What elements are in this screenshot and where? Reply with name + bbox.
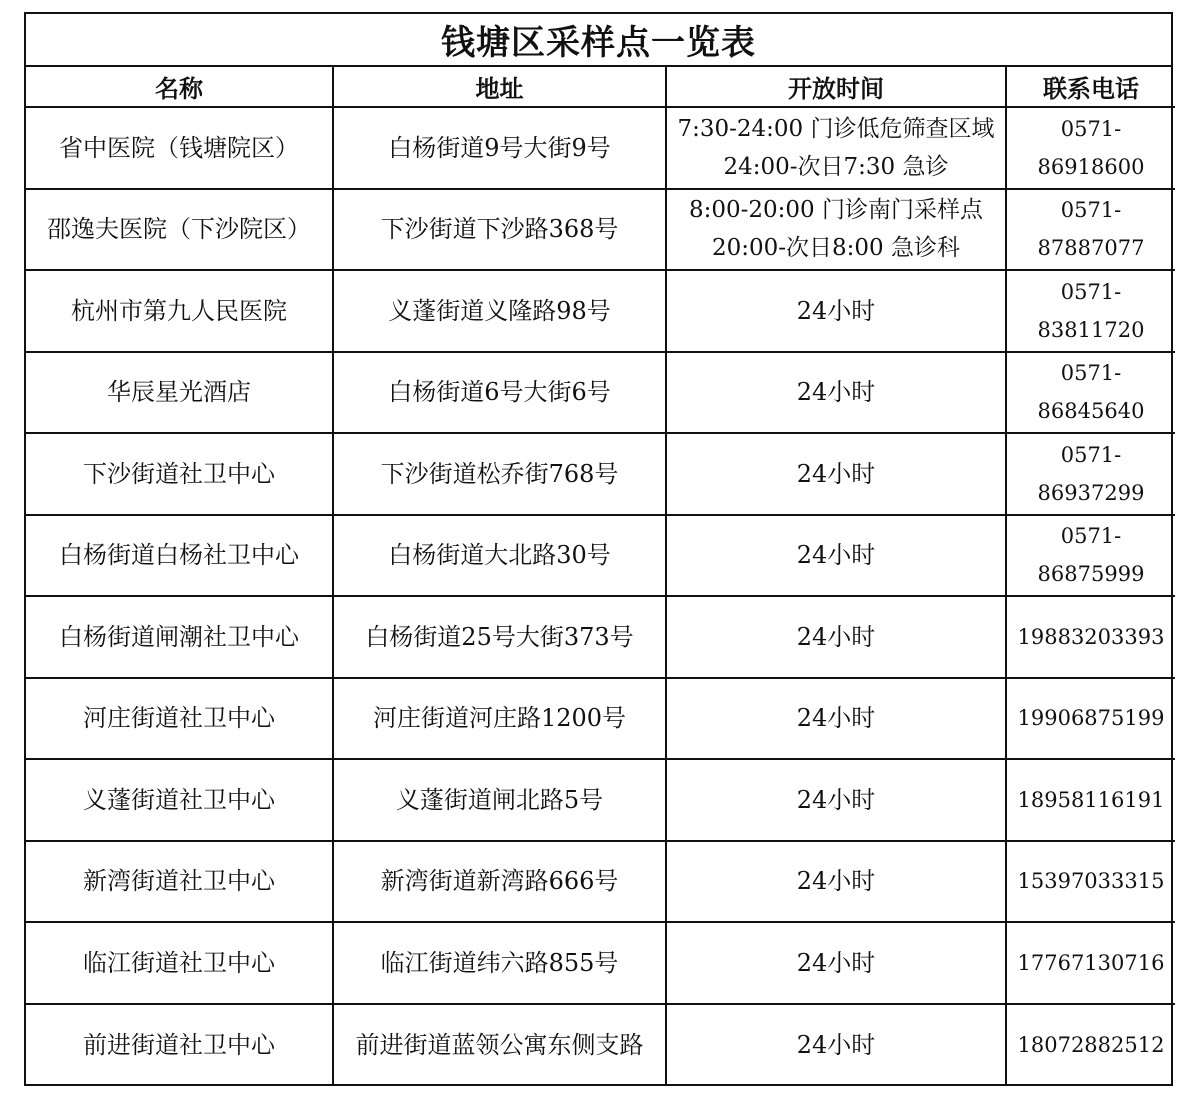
site-phone [1006, 433, 1175, 515]
site-phone: 17767130716 [1006, 922, 1175, 1004]
site-address: 下沙街道下沙路368号 [333, 189, 666, 271]
site-phone-line: 0571- [1060, 116, 1122, 141]
sampling-sites-sheet [24, 12, 1173, 1086]
table-row [26, 433, 1175, 515]
table-row [26, 759, 1175, 841]
table-row [26, 515, 1175, 597]
site-address: 下沙街道松乔街768号 [333, 433, 666, 515]
site-name: 河庄街道社卫中心 [26, 678, 333, 760]
site-phone [1006, 270, 1175, 352]
column-header-address: 地址 [333, 67, 666, 107]
site-address: 义蓬街道义隆路98号 [333, 270, 666, 352]
site-phone-line: 86937299 [1037, 480, 1145, 505]
table-row [26, 922, 1175, 1004]
site-phone: 18072882512 [1006, 1004, 1175, 1086]
column-header-name: 名称 [26, 67, 333, 107]
site-phone [1006, 189, 1175, 271]
site-address: 白杨街道9号大街9号 [333, 107, 666, 189]
table-row [26, 841, 1175, 923]
site-phone-line: 86845640 [1037, 399, 1145, 424]
site-hours: 24小时 [666, 433, 1006, 515]
site-address: 河庄街道河庄路1200号 [333, 678, 666, 760]
table-row [26, 678, 1175, 760]
site-phone-line: 86918600 [1037, 154, 1145, 179]
site-name: 新湾街道社卫中心 [26, 841, 333, 923]
site-hours: 24小时 [666, 841, 1006, 923]
site-name: 杭州市第九人民医院 [26, 270, 333, 352]
site-name: 白杨街道闸潮社卫中心 [26, 596, 333, 678]
site-name: 下沙街道社卫中心 [26, 433, 333, 515]
site-phone-line: 87887077 [1037, 236, 1145, 261]
header-row [26, 67, 1175, 107]
table-row [26, 189, 1175, 271]
site-phone: 19883203393 [1006, 596, 1175, 678]
table-row [26, 270, 1175, 352]
site-address: 新湾街道新湾路666号 [333, 841, 666, 923]
site-phone-line: 83811720 [1037, 317, 1145, 342]
site-address: 义蓬街道闸北路5号 [333, 759, 666, 841]
site-hours-line: 20:00-次日8:00 急诊科 [711, 235, 960, 262]
site-hours: 24小时 [666, 1004, 1006, 1086]
site-phone: 19906875199 [1006, 678, 1175, 760]
table-row [26, 107, 1175, 189]
site-name: 邵逸夫医院（下沙院区） [26, 189, 333, 271]
site-hours: 24小时 [666, 352, 1006, 434]
site-name: 义蓬街道社卫中心 [26, 759, 333, 841]
column-header-phone: 联系电话 [1006, 67, 1175, 107]
sampling-sites-table [26, 67, 1175, 1085]
site-name: 前进街道社卫中心 [26, 1004, 333, 1086]
site-phone-line: 0571- [1060, 442, 1122, 467]
site-hours [666, 107, 1006, 189]
column-header-hours: 开放时间 [666, 67, 1006, 107]
site-phone-line: 0571- [1060, 198, 1122, 223]
site-phone [1006, 352, 1175, 434]
site-hours: 24小时 [666, 759, 1006, 841]
table-title: 钱塘区采样点一览表 [26, 14, 1171, 67]
site-hours: 24小时 [666, 596, 1006, 678]
site-phone [1006, 107, 1175, 189]
site-hours [666, 189, 1006, 271]
site-phone: 15397033315 [1006, 841, 1175, 923]
site-address: 白杨街道大北路30号 [333, 515, 666, 597]
table-row [26, 596, 1175, 678]
site-address: 白杨街道25号大街373号 [333, 596, 666, 678]
site-name: 省中医院（钱塘院区） [26, 107, 333, 189]
site-hours: 24小时 [666, 922, 1006, 1004]
site-hours-line: 8:00-20:00 门诊南门采样点 [688, 197, 983, 224]
site-name: 白杨街道白杨社卫中心 [26, 515, 333, 597]
site-hours: 24小时 [666, 515, 1006, 597]
table-row [26, 1004, 1175, 1086]
site-phone-line: 86875999 [1037, 562, 1145, 587]
site-phone-line: 0571- [1060, 524, 1122, 549]
site-phone-line: 0571- [1060, 361, 1122, 386]
site-phone-line: 0571- [1060, 279, 1122, 304]
table-row [26, 352, 1175, 434]
site-name: 华辰星光酒店 [26, 352, 333, 434]
site-hours-line: 24:00-次日7:30 急诊 [723, 153, 949, 180]
site-hours-line: 7:30-24:00 门诊低危筛查区域 [677, 115, 995, 142]
site-phone [1006, 515, 1175, 597]
site-address: 前进街道蓝领公寓东侧支路 [333, 1004, 666, 1086]
site-address: 临江街道纬六路855号 [333, 922, 666, 1004]
site-name: 临江街道社卫中心 [26, 922, 333, 1004]
site-hours: 24小时 [666, 270, 1006, 352]
site-address: 白杨街道6号大街6号 [333, 352, 666, 434]
site-hours: 24小时 [666, 678, 1006, 760]
site-phone: 18958116191 [1006, 759, 1175, 841]
